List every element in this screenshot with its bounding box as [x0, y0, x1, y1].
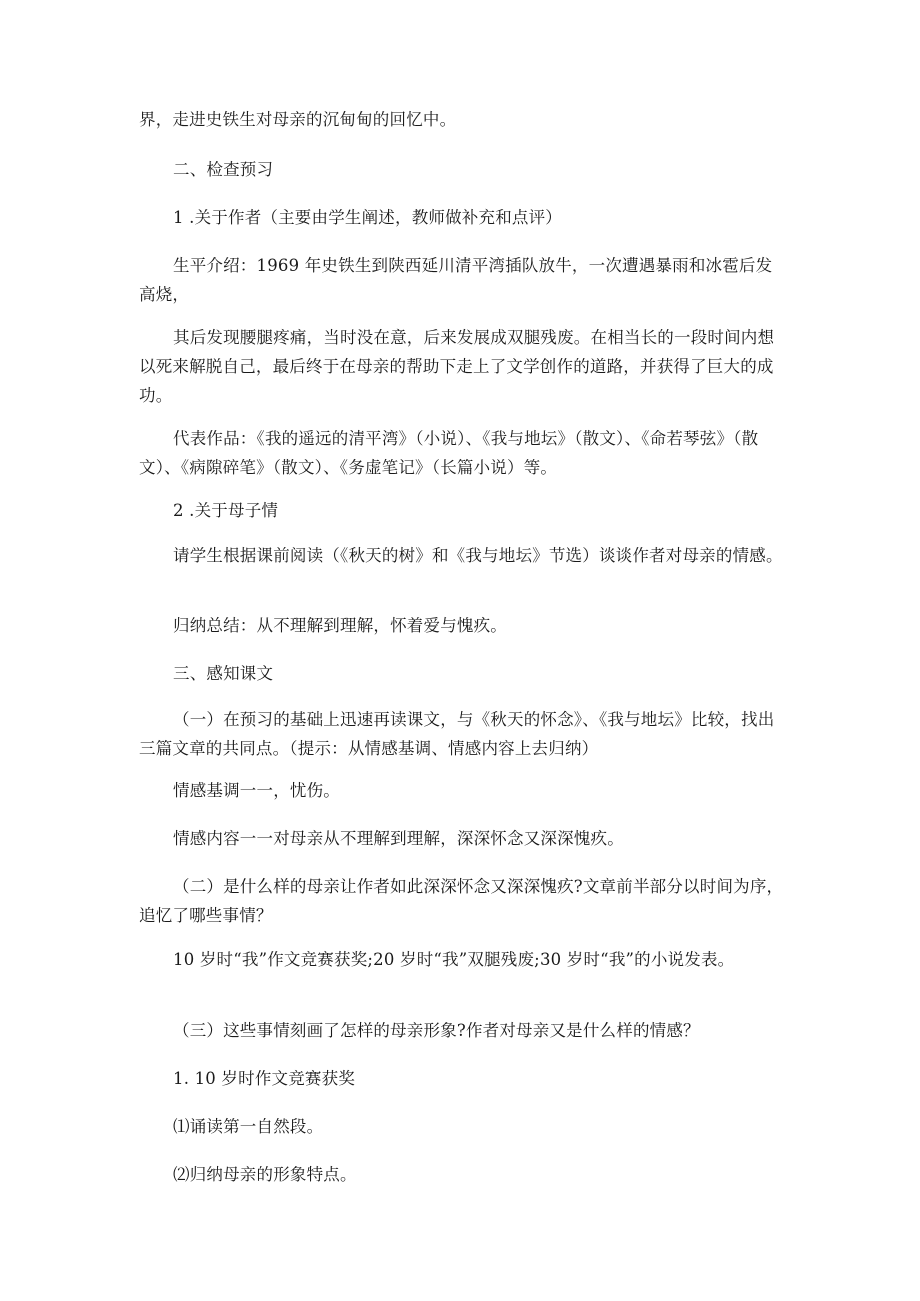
paragraph-summary: 归纳总结：从不理解到理解，怀着爱与愧疚。	[173, 616, 507, 635]
subheading-award: 1. 10 岁时作文竞赛获奖	[173, 1069, 356, 1088]
paragraph-emotional-content: 情感内容一一对母亲从不理解到理解，深深怀念又深深愧疚。	[173, 829, 624, 848]
paragraph-continuation: 界，走进史铁生对母亲的沉甸甸的回忆中。	[139, 110, 457, 129]
subheading-mother-son: 2 .关于母子情	[173, 501, 279, 520]
subheading-about-author: 1 .关于作者（主要由学生阐述，教师做补充和点评）	[173, 208, 562, 227]
paragraph-illness: 其后发现腰腿疼痛，当时没在意，后来发展成双腿残废。在相当长的一段时间内想以死来解脱自己，最后终于在母亲的帮助下走上了文学创作的道路，并获得了巨大的成功。	[139, 328, 775, 405]
paragraph-question-three: （三）这些事情刻画了怎样的母亲形象?作者对母亲又是什么样的情感？	[173, 1021, 700, 1040]
list-item-summarize-traits: ⑵归纳母亲的形象特点。	[173, 1165, 357, 1184]
paragraph-emotional-tone: 情感基调一一，忧伤。	[173, 781, 340, 800]
heading-check-preview: 二、检查预习	[173, 160, 274, 179]
paragraph-question-two: （二）是什么样的母亲让作者如此深深怀念又深深愧疚?文章前半部分以时间为序，追忆了哪些事情？	[139, 877, 784, 925]
heading-perceive-text: 三、感知课文	[173, 664, 274, 683]
paragraph-question-one: （一）在预习的基础上迅速再读课文，与《秋天的怀念》、《我与地坛》比较，找出三篇文章的共同点。（提示：从情感基调、情感内容上去归纳）	[139, 710, 775, 758]
paragraph-events: 10 岁时“我”作文竞赛获奖;20 岁时“我”双腿残废;30 岁时“我”的小说发表。	[173, 950, 735, 969]
list-item-read-aloud: ⑴诵读第一自然段。	[173, 1117, 324, 1136]
paragraph-works: 代表作品：《我的遥远的清平湾》（小说）、《我与地坛》（散文）、《命若琴弦》（散文）、《病隙碎笔》（散文）、《务虚笔记》（长篇小说）等。	[139, 429, 759, 477]
paragraph-reading-task: 请学生根据课前阅读（《秋天的树》和《我与地坛》节选）谈谈作者对母亲的情感。	[173, 546, 783, 565]
paragraph-biography: 生平介绍：1969 年史铁生到陕西延川清平湾插队放牛，一次遭遇暴雨和冰雹后发高烧，	[139, 256, 773, 304]
